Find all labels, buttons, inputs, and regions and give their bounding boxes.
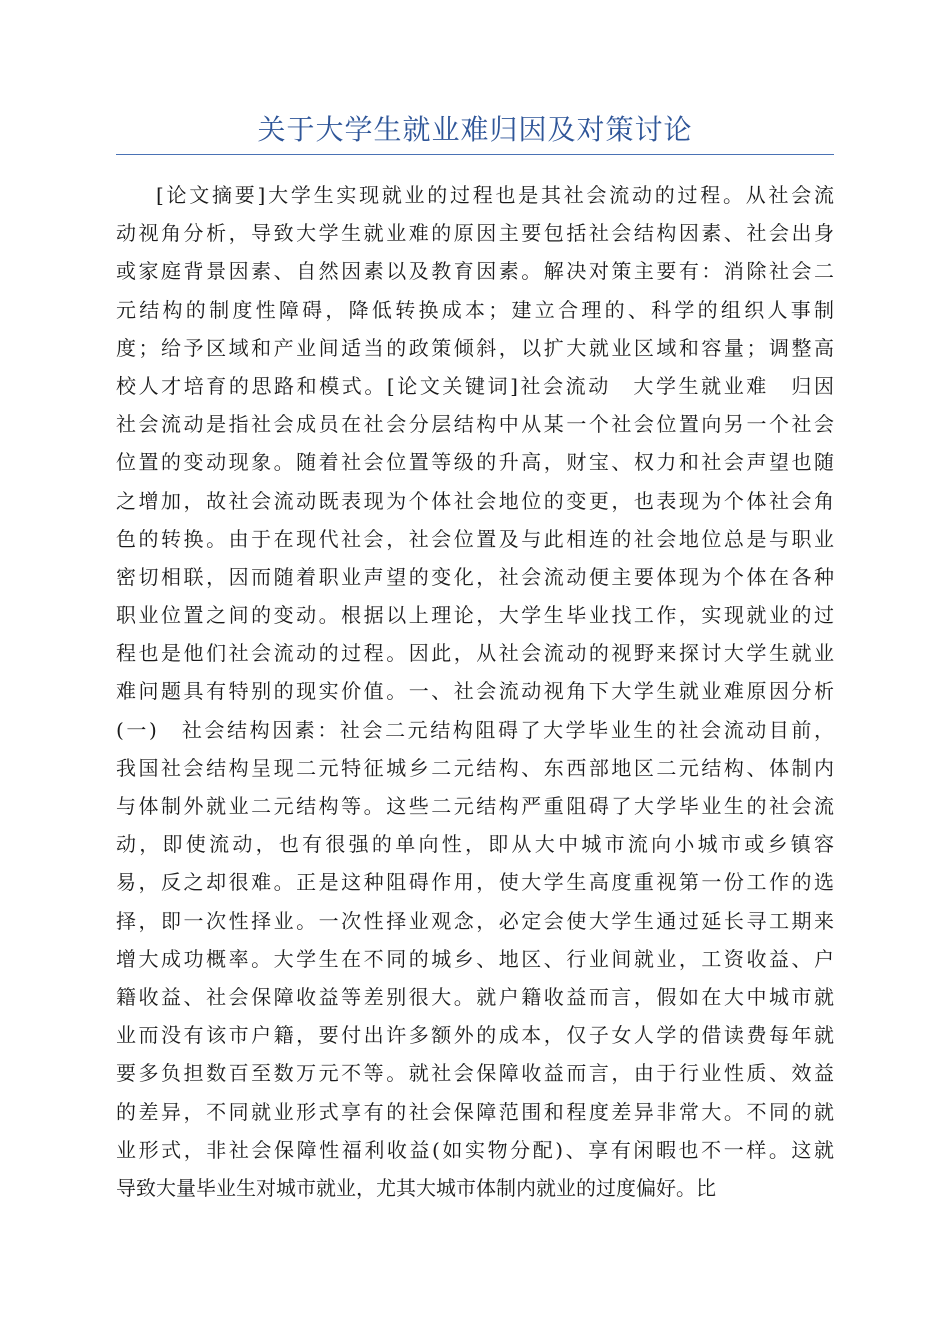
text-line: 动视角分析，导致大学生就业难的原因主要包括社会结构因素、社会出身 [116, 221, 834, 246]
text-line: 或家庭背景因素、自然因素以及教育因素。解决对策主要有：消除社会二 [116, 259, 834, 284]
text-line: 业形式，非社会保障性福利收益(如实物分配)、享有闲暇也不一样。这就 [116, 1137, 834, 1162]
text-line: 色的转换。由于在现代社会，社会位置及与此相连的社会地位总是与职业 [116, 526, 834, 551]
text-line: 度；给予区域和产业间适当的政策倾斜，以扩大就业区域和容量；调整高 [116, 335, 834, 360]
text-line: 位置的变动现象。随着社会位置等级的升高，财宝、权力和社会声望也随 [116, 450, 834, 475]
text-line: 择，即一次性择业。一次性择业观念，必定会使大学生通过延长寻工期来 [116, 908, 834, 933]
text-line: 社会流动是指社会成员在社会分层结构中从某一个社会位置向另一个社会 [116, 412, 834, 437]
text-line: 动，即使流动，也有很强的单向性，即从大中城市流向小城市或乡镇容 [116, 832, 834, 857]
text-line: 导致大量毕业生对城市就业，尤其大城市体制内就业的过度偏好。比 [116, 1175, 716, 1200]
document-body [116, 176, 834, 1207]
text-line: 要多负担数百至数万元不等。就社会保障收益而言，由于行业性质、效益 [116, 1061, 834, 1086]
text-line: 我国社会结构呈现二元特征城乡二元结构、东西部地区二元结构、体制内 [116, 755, 834, 780]
text-line: 之增加，故社会流动既表现为个体社会地位的变更，也表现为个体社会角 [116, 488, 834, 513]
text-line: 难问题具有特别的现实价值。一、社会流动视角下大学生就业难原因分析 [116, 679, 834, 704]
text-line: [论文摘要]大学生实现就业的过程也是其社会流动的过程。从社会流 [156, 183, 834, 207]
text-line: 与体制外就业二元结构等。这些二元结构严重阻碍了大学毕业生的社会流 [116, 794, 834, 818]
text-line: (一) 社会结构因素：社会二元结构阻碍了大学毕业生的社会流动目前， [116, 717, 834, 742]
text-line: 程也是他们社会流动的过程。因此，从社会流动的视野来探讨大学生就业 [116, 641, 834, 666]
text-line: 的差异，不同就业形式享有的社会保障范围和程度差异非常大。不同的就 [116, 1099, 834, 1124]
text-line: 业而没有该市户籍，要付出许多额外的成本，仅子女人学的借读费每年就 [116, 1023, 834, 1048]
title-underline [116, 154, 834, 155]
text-line: 籍收益、社会保障收益等差别很大。就户籍收益而言，假如在大中城市就 [116, 984, 834, 1009]
text-line: 增大成功概率。大学生在不同的城乡、地区、行业间就业，工资收益、户 [116, 946, 834, 971]
text-line: 元结构的制度性障碍，降低转换成本；建立合理的、科学的组织人事制 [116, 297, 834, 322]
text-line: 职业位置之间的变动。根据以上理论，大学生毕业找工作，实现就业的过 [116, 603, 834, 628]
text-line: 易，反之却很难。正是这种阻碍作用，使大学生高度重视第一份工作的选 [116, 870, 834, 895]
document-title: 关于大学生就业难归因及对策讨论 [257, 113, 693, 146]
text-line: 密切相联，因而随着职业声望的变化，社会流动便主要体现为个体在各种 [116, 564, 834, 589]
text-line: 校人才培育的思路和模式。[论文关键词]社会流动 大学生就业难 归因 [116, 373, 834, 398]
